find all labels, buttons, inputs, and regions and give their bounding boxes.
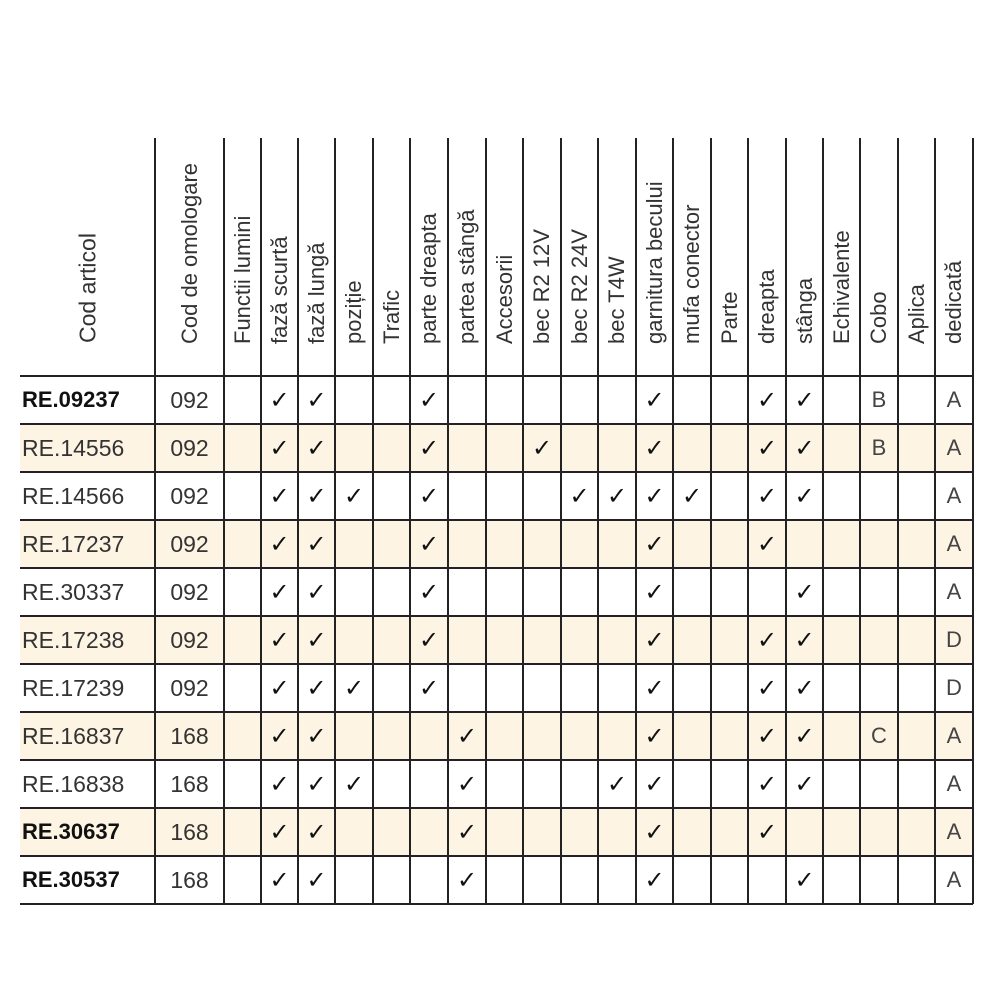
article-code: RE.17238 (22, 627, 125, 653)
cell-frame (524, 524, 560, 564)
table-row (0, 520, 1000, 568)
header-label: dedicată (941, 260, 966, 344)
cell-frame (861, 860, 897, 900)
cell-frame (674, 620, 710, 660)
article-code: RE.14556 (22, 435, 125, 461)
header-partea-stanga (448, 138, 486, 376)
header-label: poziție (341, 280, 366, 344)
check-mark-garn: ✓ (644, 626, 665, 654)
cell-frame (524, 668, 560, 708)
header-dreapta (748, 138, 786, 376)
dedicated-code: A (946, 819, 962, 844)
cell-frame (861, 476, 897, 516)
cell-frame (787, 524, 822, 564)
dedicated-code: A (946, 579, 962, 604)
homologation-code: 092 (170, 531, 209, 557)
header-label: Trafic (378, 289, 404, 344)
check-mark-ps: ✓ (456, 770, 478, 798)
cell-frame (562, 428, 597, 468)
header-label: dreapta (754, 269, 779, 344)
table-row (0, 424, 1000, 472)
check-mark-pd: ✓ (418, 626, 440, 654)
header-label: fază scurtă (266, 236, 292, 344)
cell-frame (674, 572, 710, 612)
cell-frame (599, 812, 635, 852)
article-code: RE.14566 (22, 483, 125, 509)
article-code: RE.17239 (22, 675, 125, 701)
check-mark-dr: ✓ (756, 818, 778, 846)
check-mark-poz: ✓ (343, 674, 365, 702)
cell-frame (411, 716, 447, 756)
check-mark-st: ✓ (794, 434, 815, 462)
homologation-code: 092 (170, 435, 209, 461)
header-label: parte dreapta (416, 213, 441, 344)
check-mark-r24: ✓ (569, 482, 590, 510)
cell-frame (336, 380, 372, 420)
homologation-code: 092 (170, 483, 209, 509)
check-mark-r12: ✓ (531, 434, 553, 462)
header-label: Cod de omologare (176, 162, 202, 344)
cobo-code: B (871, 435, 887, 460)
cell-frame (336, 620, 372, 660)
cell-frame (524, 572, 560, 612)
check-mark-fl: ✓ (306, 722, 327, 750)
homologation-code: 092 (170, 675, 209, 701)
cell-frame (562, 812, 597, 852)
check-mark-poz: ✓ (343, 482, 365, 510)
homologation-code: 168 (170, 867, 209, 893)
dedicated-code: A (946, 531, 962, 556)
cell-frame (449, 572, 485, 612)
header-faza-lunga (298, 138, 335, 376)
cell-frame (562, 860, 597, 900)
check-mark-dr: ✓ (756, 482, 778, 510)
cell-frame (861, 524, 897, 564)
check-mark-fl: ✓ (306, 770, 327, 798)
check-mark-fl: ✓ (306, 818, 327, 846)
header-stanga (786, 138, 823, 376)
header-accesorii (486, 138, 523, 376)
header-bec-r2-24v (561, 138, 598, 376)
cell-frame (562, 380, 597, 420)
check-mark-garn: ✓ (644, 866, 665, 894)
header-label: Accesorii (491, 254, 517, 344)
check-mark-fs: ✓ (269, 482, 290, 510)
cell-frame (749, 572, 785, 612)
check-mark-fl: ✓ (306, 626, 327, 654)
article-code: RE.30637 (22, 819, 120, 844)
check-mark-pd: ✓ (418, 434, 440, 462)
cell-frame (336, 428, 372, 468)
check-mark-st: ✓ (794, 866, 815, 894)
header-cod-omologare (155, 138, 224, 376)
article-code: RE.09237 (22, 387, 120, 412)
check-mark-dr: ✓ (756, 626, 778, 654)
cell-frame (336, 860, 372, 900)
cell-frame (336, 812, 372, 852)
cell-frame (674, 812, 710, 852)
header-functii-lumini (224, 138, 261, 376)
check-mark-dr: ✓ (756, 434, 778, 462)
dedicated-code: A (946, 435, 962, 460)
check-mark-garn: ✓ (644, 434, 665, 462)
header-label: bec R2 24V (566, 229, 592, 344)
header-cobo (860, 138, 898, 376)
check-mark-fs: ✓ (269, 626, 290, 654)
cell-frame (599, 572, 635, 612)
homologation-code: 092 (170, 627, 209, 653)
cell-frame (411, 764, 447, 804)
cell-frame (524, 716, 560, 756)
check-mark-dr: ✓ (756, 770, 778, 798)
table-row (0, 568, 1000, 616)
cell-frame (562, 572, 597, 612)
check-mark-fs: ✓ (269, 818, 290, 846)
cell-frame (524, 620, 560, 660)
check-mark-fs: ✓ (269, 770, 290, 798)
cell-frame (336, 572, 372, 612)
header-label: fază lungă (303, 242, 329, 344)
check-mark-pd: ✓ (418, 386, 440, 414)
check-mark-st: ✓ (794, 770, 815, 798)
dedicated-code: D (946, 675, 962, 700)
cell-frame (861, 764, 897, 804)
check-mark-poz: ✓ (343, 770, 365, 798)
check-mark-st: ✓ (794, 674, 815, 702)
cell-frame (336, 524, 372, 564)
header-label: Echivalente (828, 230, 854, 344)
cell-frame (411, 812, 447, 852)
dedicated-code: A (946, 387, 962, 412)
cell-frame (674, 380, 710, 420)
cell-frame (562, 668, 597, 708)
check-mark-fl: ✓ (306, 482, 327, 510)
header-trafic (373, 138, 410, 376)
cell-frame (674, 764, 710, 804)
cell-frame (861, 668, 897, 708)
header-label: mufa conector (679, 204, 704, 344)
check-mark-fl: ✓ (306, 866, 327, 894)
header-label: Cobo (866, 291, 891, 344)
cell-frame (336, 716, 372, 756)
cell-frame (524, 476, 560, 516)
check-mark-dr: ✓ (756, 722, 778, 750)
dedicated-code: A (946, 867, 962, 892)
article-code: RE.17237 (22, 531, 125, 557)
check-mark-garn: ✓ (644, 578, 665, 606)
table-row (0, 664, 1000, 712)
check-mark-mufa: ✓ (681, 482, 703, 510)
cell-frame (787, 812, 822, 852)
article-code: RE.16838 (22, 771, 125, 797)
cell-frame (599, 380, 635, 420)
check-mark-pd: ✓ (418, 482, 440, 510)
dedicated-code: D (946, 627, 962, 652)
header-bec-r2-12v (523, 138, 561, 376)
table-row (0, 712, 1000, 760)
cell-frame (861, 572, 897, 612)
check-mark-garn: ✓ (644, 674, 665, 702)
cell-frame (524, 380, 560, 420)
cell-frame (524, 812, 560, 852)
cell-frame (861, 812, 897, 852)
check-mark-garn: ✓ (644, 530, 665, 558)
homologation-code: 092 (170, 579, 209, 605)
cell-frame (449, 428, 485, 468)
cell-frame (449, 668, 485, 708)
cell-frame (674, 428, 710, 468)
cell-frame (674, 716, 710, 756)
check-mark-fl: ✓ (306, 578, 327, 606)
check-mark-fs: ✓ (269, 434, 290, 462)
check-mark-fl: ✓ (306, 530, 327, 558)
cell-frame (524, 860, 560, 900)
header-bec-t4w (598, 138, 636, 376)
check-mark-t4w: ✓ (606, 482, 628, 510)
check-mark-ps: ✓ (456, 866, 478, 894)
cell-frame (562, 524, 597, 564)
check-mark-dr: ✓ (756, 386, 778, 414)
header-label: partea stângă (454, 209, 479, 344)
check-mark-t4w: ✓ (606, 770, 628, 798)
check-mark-fs: ✓ (269, 866, 290, 894)
table-row (0, 616, 1000, 664)
check-mark-ps: ✓ (456, 818, 478, 846)
header-garnitura-becului (636, 138, 673, 376)
cell-frame (449, 620, 485, 660)
check-mark-dr: ✓ (756, 530, 778, 558)
header-aplica (898, 138, 935, 376)
cell-frame (562, 716, 597, 756)
cell-frame (562, 620, 597, 660)
check-mark-st: ✓ (794, 482, 815, 510)
header-echivalente (823, 138, 860, 376)
cell-frame (449, 476, 485, 516)
homologation-code: 092 (170, 387, 209, 413)
cell-frame (749, 860, 785, 900)
header-label: garnitura becului (641, 181, 667, 344)
cell-frame (599, 428, 635, 468)
table-row (0, 808, 1000, 856)
check-mark-ps: ✓ (456, 722, 478, 750)
check-mark-fs: ✓ (269, 578, 290, 606)
header-mufa-conector (673, 138, 711, 376)
table-row (0, 856, 1000, 904)
header-parte (711, 138, 748, 376)
cell-frame (449, 524, 485, 564)
check-mark-fl: ✓ (306, 386, 327, 414)
check-mark-garn: ✓ (644, 770, 665, 798)
check-mark-fs: ✓ (269, 674, 290, 702)
cobo-code: C (871, 723, 887, 748)
article-code: RE.16837 (22, 723, 125, 749)
check-mark-fs: ✓ (269, 722, 290, 750)
article-code: RE.30337 (22, 579, 125, 605)
check-mark-pd: ✓ (418, 674, 440, 702)
header-label: stânga (791, 277, 817, 344)
header-label: Aplica (903, 284, 929, 344)
check-mark-pd: ✓ (418, 530, 440, 558)
cell-frame (562, 764, 597, 804)
cell-frame (861, 620, 897, 660)
table-row (0, 760, 1000, 808)
check-mark-fl: ✓ (306, 674, 327, 702)
table-row (0, 376, 1000, 424)
cell-frame (524, 764, 560, 804)
cell-frame (599, 860, 635, 900)
check-mark-st: ✓ (794, 578, 815, 606)
cell-frame (449, 380, 485, 420)
check-mark-garn: ✓ (644, 386, 665, 414)
cell-frame (599, 620, 635, 660)
cell-frame (674, 860, 710, 900)
cell-frame (674, 524, 710, 564)
header-label: Functii lumini (229, 215, 255, 344)
homologation-code: 168 (170, 771, 209, 797)
header-dedicata (935, 138, 973, 376)
check-mark-garn: ✓ (644, 482, 665, 510)
dedicated-code: A (946, 483, 962, 508)
check-mark-garn: ✓ (644, 818, 665, 846)
check-mark-st: ✓ (794, 722, 815, 750)
dedicated-code: A (946, 723, 962, 748)
header-label: Parte (716, 291, 742, 344)
check-mark-garn: ✓ (644, 722, 665, 750)
header-cod-articol (20, 200, 155, 376)
header-parte-dreapta (410, 138, 448, 376)
check-mark-st: ✓ (794, 386, 815, 414)
homologation-code: 168 (170, 723, 209, 749)
header-label: bec R2 12V (529, 229, 554, 344)
header-faza-scurta (261, 138, 298, 376)
check-mark-fs: ✓ (269, 530, 290, 558)
dedicated-code: A (946, 771, 962, 796)
cell-frame (599, 716, 635, 756)
check-mark-st: ✓ (794, 626, 815, 654)
header-label: bec T4W (604, 256, 629, 344)
check-mark-dr: ✓ (756, 674, 778, 702)
article-code: RE.30537 (22, 867, 120, 892)
check-mark-fs: ✓ (269, 386, 290, 414)
check-mark-pd: ✓ (418, 578, 440, 606)
table-row (0, 472, 1000, 520)
header-label: Cod articol (74, 233, 100, 343)
cell-frame (411, 860, 447, 900)
cell-frame (674, 668, 710, 708)
homologation-code: 168 (170, 819, 209, 845)
cell-frame (599, 668, 635, 708)
check-mark-fl: ✓ (306, 434, 327, 462)
header-pozitie (335, 138, 373, 376)
cobo-code: B (871, 387, 887, 412)
cell-frame (599, 524, 635, 564)
